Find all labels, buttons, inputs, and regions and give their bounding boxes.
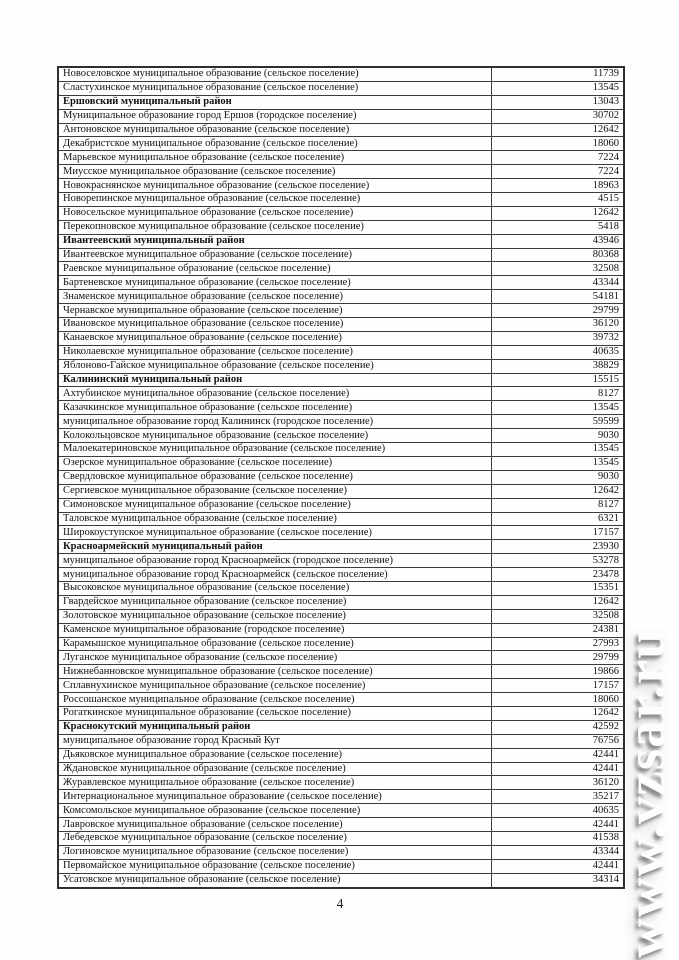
municipality-name-cell: Перекопновское муниципальное образование (сельское поселение) [58, 220, 491, 234]
population-value-cell: 13043 [491, 95, 624, 109]
population-value-cell: 15515 [491, 373, 624, 387]
population-value-cell: 39732 [491, 331, 624, 345]
population-value-cell: 43344 [491, 276, 624, 290]
municipality-name-cell: Яблоново-Гайское муниципальное образование (сельское поселение) [58, 359, 491, 373]
table-row [58, 81, 624, 95]
municipality-name-cell: Дьяковское муниципальное образование (сельское поселение) [58, 748, 491, 762]
population-value-cell: 18963 [491, 179, 624, 193]
table-row [58, 206, 624, 220]
population-value-cell: 18060 [491, 137, 624, 151]
table-row [58, 609, 624, 623]
population-value-cell: 36120 [491, 776, 624, 790]
municipality-name-cell: Николаевское муниципальное образование (сельское поселение) [58, 345, 491, 359]
table-row [58, 498, 624, 512]
municipality-name-cell: Декабристское муниципальное образование (сельское поселение) [58, 137, 491, 151]
municipality-name-cell: Логиновское муниципальное образование (сельское поселение) [58, 845, 491, 859]
population-value-cell: 19866 [491, 665, 624, 679]
municipality-name-cell: Красноармейский муниципальный район [58, 540, 491, 554]
table-row [58, 679, 624, 693]
population-value-cell: 12642 [491, 123, 624, 137]
municipality-name-cell: Калининский муниципальный район [58, 373, 491, 387]
table-row [58, 290, 624, 304]
municipality-name-cell: Знаменское муниципальное образование (сельское поселение) [58, 290, 491, 304]
population-value-cell: 23478 [491, 568, 624, 582]
table-row [58, 95, 624, 109]
municipality-name-cell: Нижнебанновское муниципальное образование (сельское поселение) [58, 665, 491, 679]
municipality-name-cell: Ивановское муниципальное образование (сельское поселение) [58, 318, 491, 332]
municipality-name-cell: Малоекатериновское муниципальное образование (сельское поселение) [58, 443, 491, 457]
table-row [58, 179, 624, 193]
municipality-name-cell: Сластухинское муниципальное образование (сельское поселение) [58, 81, 491, 95]
municipality-name-cell: Ахтубинское муниципальное образование (сельское поселение) [58, 387, 491, 401]
table-row [58, 137, 624, 151]
population-value-cell: 23930 [491, 540, 624, 554]
table-row [58, 401, 624, 415]
population-value-cell: 9030 [491, 429, 624, 443]
population-value-cell: 38829 [491, 359, 624, 373]
table-row [58, 804, 624, 818]
table-row [58, 443, 624, 457]
municipality-name-cell: муниципальное образование город Красноармейск (городское поселение) [58, 554, 491, 568]
population-value-cell: 18060 [491, 693, 624, 707]
municipality-name-cell: Ивантеевский муниципальный район [58, 234, 491, 248]
table-row [58, 345, 624, 359]
table-row [58, 67, 624, 81]
municipality-name-cell: Чернавское муниципальное образование (сельское поселение) [58, 304, 491, 318]
table-row [58, 318, 624, 332]
watermark-text: www.vzsar.ru [615, 627, 676, 958]
municipality-name-cell: Золотовское муниципальное образование (сельское поселение) [58, 609, 491, 623]
municipality-name-cell: Комсомольское муниципальное образование (сельское поселение) [58, 804, 491, 818]
municipality-name-cell: Карамышское муниципальное образование (сельское поселение) [58, 637, 491, 651]
population-value-cell: 41538 [491, 831, 624, 845]
municipality-name-cell: Усатовское муниципальное образование (сельское поселение) [58, 873, 491, 887]
municipality-name-cell: Ждановское муниципальное образование (сельское поселение) [58, 762, 491, 776]
population-value-cell: 54181 [491, 290, 624, 304]
table-row [58, 304, 624, 318]
municipality-name-cell: Новокраснянское муниципальное образование (сельское поселение) [58, 179, 491, 193]
population-value-cell: 29799 [491, 304, 624, 318]
table-row [58, 706, 624, 720]
municipality-name-cell: Бартеневское муниципальное образование (сельское поселение) [58, 276, 491, 290]
table-row [58, 373, 624, 387]
population-value-cell: 30702 [491, 109, 624, 123]
municipality-name-cell: Лебедевское муниципальное образование (сельское поселение) [58, 831, 491, 845]
table-row [58, 512, 624, 526]
table-row [58, 776, 624, 790]
municipality-name-cell: Сергиевское муниципальное образование (сельское поселение) [58, 484, 491, 498]
population-value-cell: 5418 [491, 220, 624, 234]
table-row [58, 387, 624, 401]
population-value-cell: 80368 [491, 248, 624, 262]
population-value-cell: 34314 [491, 873, 624, 887]
population-value-cell: 27993 [491, 637, 624, 651]
municipalities-table [57, 66, 625, 889]
population-value-cell: 8127 [491, 498, 624, 512]
table-row [58, 248, 624, 262]
table-row [58, 637, 624, 651]
table-row [58, 331, 624, 345]
population-value-cell: 29799 [491, 651, 624, 665]
municipality-name-cell: Ивантеевское муниципальное образование (сельское поселение) [58, 248, 491, 262]
population-value-cell: 42441 [491, 859, 624, 873]
table-row [58, 123, 624, 137]
population-value-cell: 13545 [491, 456, 624, 470]
municipality-name-cell: Журавлевское муниципальное образование (сельское поселение) [58, 776, 491, 790]
table-row [58, 540, 624, 554]
population-value-cell: 42441 [491, 762, 624, 776]
population-value-cell: 6321 [491, 512, 624, 526]
table-row [58, 831, 624, 845]
population-value-cell: 36120 [491, 318, 624, 332]
table-row [58, 581, 624, 595]
table-row [58, 262, 624, 276]
municipality-name-cell: Марьевское муниципальное образование (сельское поселение) [58, 151, 491, 165]
population-value-cell: 17157 [491, 679, 624, 693]
municipality-name-cell: Миусское муниципальное образование (сельское поселение) [58, 165, 491, 179]
table-row [58, 623, 624, 637]
municipality-name-cell: Антоновское муниципальное образование (сельское поселение) [58, 123, 491, 137]
table-row [58, 165, 624, 179]
population-value-cell: 13545 [491, 443, 624, 457]
municipality-name-cell: муниципальное образование город Калининск (городское поселение) [58, 415, 491, 429]
table-row [58, 151, 624, 165]
table-row [58, 748, 624, 762]
table-row [58, 526, 624, 540]
table-row [58, 429, 624, 443]
population-value-cell: 17157 [491, 526, 624, 540]
population-value-cell: 9030 [491, 470, 624, 484]
table-row [58, 193, 624, 207]
municipality-name-cell: Первомайское муниципальное образование (сельское поселение) [58, 859, 491, 873]
table-row [58, 859, 624, 873]
population-value-cell: 76756 [491, 734, 624, 748]
table-row [58, 568, 624, 582]
municipality-name-cell: Новосельское муниципальное образование (сельское поселение) [58, 206, 491, 220]
municipality-name-cell: Свердловское муниципальное образование (сельское поселение) [58, 470, 491, 484]
municipality-name-cell: Муниципальное образование город Ершов (городское поселение) [58, 109, 491, 123]
municipality-name-cell: муниципальное образование город Красный Кут [58, 734, 491, 748]
population-value-cell: 12642 [491, 484, 624, 498]
municipality-name-cell: Луганское муниципальное образование (сельское поселение) [58, 651, 491, 665]
municipality-name-cell: Россошанское муниципальное образование (сельское поселение) [58, 693, 491, 707]
table-row [58, 734, 624, 748]
municipality-name-cell: Симоновское муниципальное образование (сельское поселение) [58, 498, 491, 512]
municipalities-table-body [58, 67, 624, 888]
municipality-name-cell: Раевское муниципальное образование (сельское поселение) [58, 262, 491, 276]
table-row [58, 220, 624, 234]
table-row [58, 470, 624, 484]
table-row [58, 415, 624, 429]
municipality-name-cell: Новорепинское муниципальное образование (сельское поселение) [58, 193, 491, 207]
municipality-name-cell: Гвардейское муниципальное образование (сельское поселение) [58, 595, 491, 609]
municipality-name-cell: Канаевское муниципальное образование (сельское поселение) [58, 331, 491, 345]
municipality-name-cell: Таловское муниципальное образование (сельское поселение) [58, 512, 491, 526]
table-row [58, 276, 624, 290]
table-row [58, 790, 624, 804]
population-value-cell: 43344 [491, 845, 624, 859]
table-row [58, 234, 624, 248]
population-value-cell: 35217 [491, 790, 624, 804]
municipality-name-cell: Рогаткинское муниципальное образование (сельское поселение) [58, 706, 491, 720]
municipality-name-cell: Краснокутский муниципальный район [58, 720, 491, 734]
municipality-name-cell: Интернациональное муниципальное образование (сельское поселение) [58, 790, 491, 804]
table-row [58, 554, 624, 568]
population-value-cell: 15351 [491, 581, 624, 595]
municipality-name-cell: Озерское муниципальное образование (сельское поселение) [58, 456, 491, 470]
table-row [58, 693, 624, 707]
table-row [58, 845, 624, 859]
population-value-cell: 43946 [491, 234, 624, 248]
table-row [58, 456, 624, 470]
population-value-cell: 13545 [491, 81, 624, 95]
population-value-cell: 40635 [491, 804, 624, 818]
population-value-cell: 42592 [491, 720, 624, 734]
table-row [58, 595, 624, 609]
municipality-name-cell: Каменское муниципальное образование (городское поселение) [58, 623, 491, 637]
population-value-cell: 42441 [491, 818, 624, 832]
population-value-cell: 40635 [491, 345, 624, 359]
municipality-name-cell: Лавровское муниципальное образование (сельское поселение) [58, 818, 491, 832]
table-row [58, 359, 624, 373]
table-row [58, 818, 624, 832]
population-value-cell: 59599 [491, 415, 624, 429]
municipality-name-cell: Колокольцовское муниципальное образование (сельское поселение) [58, 429, 491, 443]
population-value-cell: 32508 [491, 609, 624, 623]
population-value-cell: 32508 [491, 262, 624, 276]
municipality-name-cell: Сплавнухинское муниципальное образование (сельское поселение) [58, 679, 491, 693]
population-value-cell: 53278 [491, 554, 624, 568]
population-value-cell: 8127 [491, 387, 624, 401]
population-value-cell: 13545 [491, 401, 624, 415]
table-row [58, 665, 624, 679]
table-row [58, 651, 624, 665]
population-value-cell: 12642 [491, 595, 624, 609]
page-number: 4 [336, 896, 344, 911]
municipality-name-cell: Ершовский муниципальный район [58, 95, 491, 109]
table-row [58, 873, 624, 887]
population-value-cell: 4515 [491, 193, 624, 207]
population-value-cell: 12642 [491, 206, 624, 220]
population-value-cell: 11739 [491, 67, 624, 81]
table-row [58, 109, 624, 123]
municipality-name-cell: муниципальное образование город Красноармейск (сельское поселение) [58, 568, 491, 582]
table-row [58, 720, 624, 734]
table-row [58, 762, 624, 776]
table-row [58, 484, 624, 498]
population-value-cell: 7224 [491, 165, 624, 179]
municipality-name-cell: Высоковское муниципальное образование (сельское поселение) [58, 581, 491, 595]
municipality-name-cell: Широкоуступское муниципальное образование (сельское поселение) [58, 526, 491, 540]
population-value-cell: 24381 [491, 623, 624, 637]
population-value-cell: 12642 [491, 706, 624, 720]
municipality-name-cell: Новоселовское муниципальное образование (сельское поселение) [58, 67, 491, 81]
population-value-cell: 7224 [491, 151, 624, 165]
population-value-cell: 42441 [491, 748, 624, 762]
municipality-name-cell: Казачкинское муниципальное образование (сельское поселение) [58, 401, 491, 415]
